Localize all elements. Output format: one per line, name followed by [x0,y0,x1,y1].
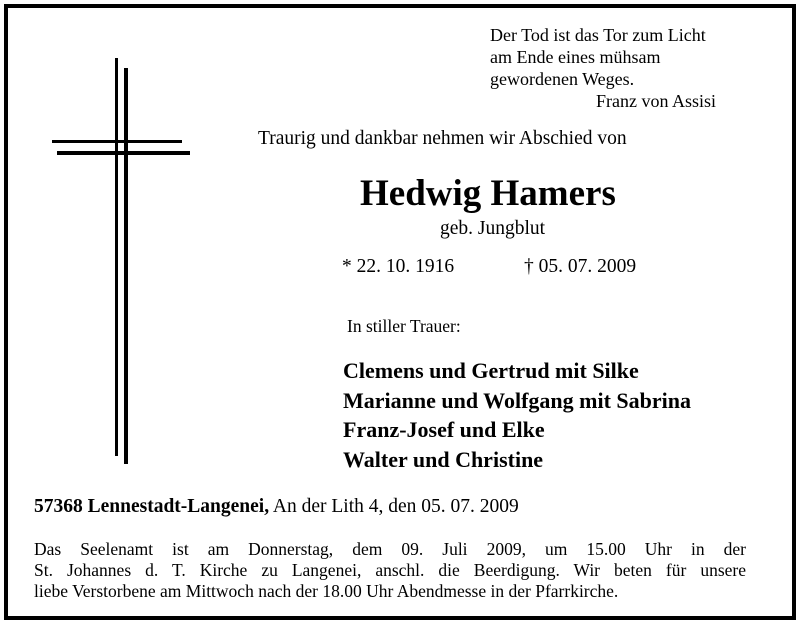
family-member: Clemens und Gertrud mit Silke [343,358,639,383]
cross-horizontal-bar-bottom [57,151,190,155]
family-member: Marianne und Wolfgang mit Sabrina [343,387,691,413]
birth-date: * 22. 10. 1916 [342,256,455,277]
maiden-name: geb. Jungblut [440,218,546,239]
quote-line: am Ende eines mühsam [490,47,661,67]
notice-line: liebe Verstorbene am Mittwoch nach der 18.00 Uhr Abendmesse in der Pfarrkirche. [34,581,619,601]
death-date: † 05. 07. 2009 [524,256,637,277]
family-member: Franz-Josef und Elke [343,417,545,442]
family-list [343,356,691,474]
notice-line: St. Johannes d. T. Kirche zu Langenei, anschl. die Beerdigung. Wir beten für unsere [34,560,746,580]
quote-author: Franz von Assisi [596,91,717,111]
mourning-label: In stiller Trauer: [347,316,461,336]
quote-line: Der Tod ist das Tor zum Licht [490,25,706,45]
notice-line: Das Seelenamt ist am Donnerstag, dem 09. Juli 2009, um 15.00 Uhr in der [34,539,746,559]
family-member: Walter und Christine [343,446,544,472]
cross-vertical-bar-right [124,68,128,464]
quote-block [490,24,716,112]
intro-text: Traurig und dankbar nehmen wir Abschied von [258,128,627,149]
cross-vertical-bar-left [115,58,118,456]
address-rest: An der Lith 4, den 05. 07. 2009 [269,496,519,517]
address-line [34,496,519,518]
service-notice [34,539,746,602]
cross-horizontal-bar-top [52,140,182,143]
address-place: 57368 Lennestadt-Langenei, [34,496,270,517]
quote-line: gewordenen Weges. [490,69,635,89]
deceased-name: Hedwig Hamers [360,173,616,214]
